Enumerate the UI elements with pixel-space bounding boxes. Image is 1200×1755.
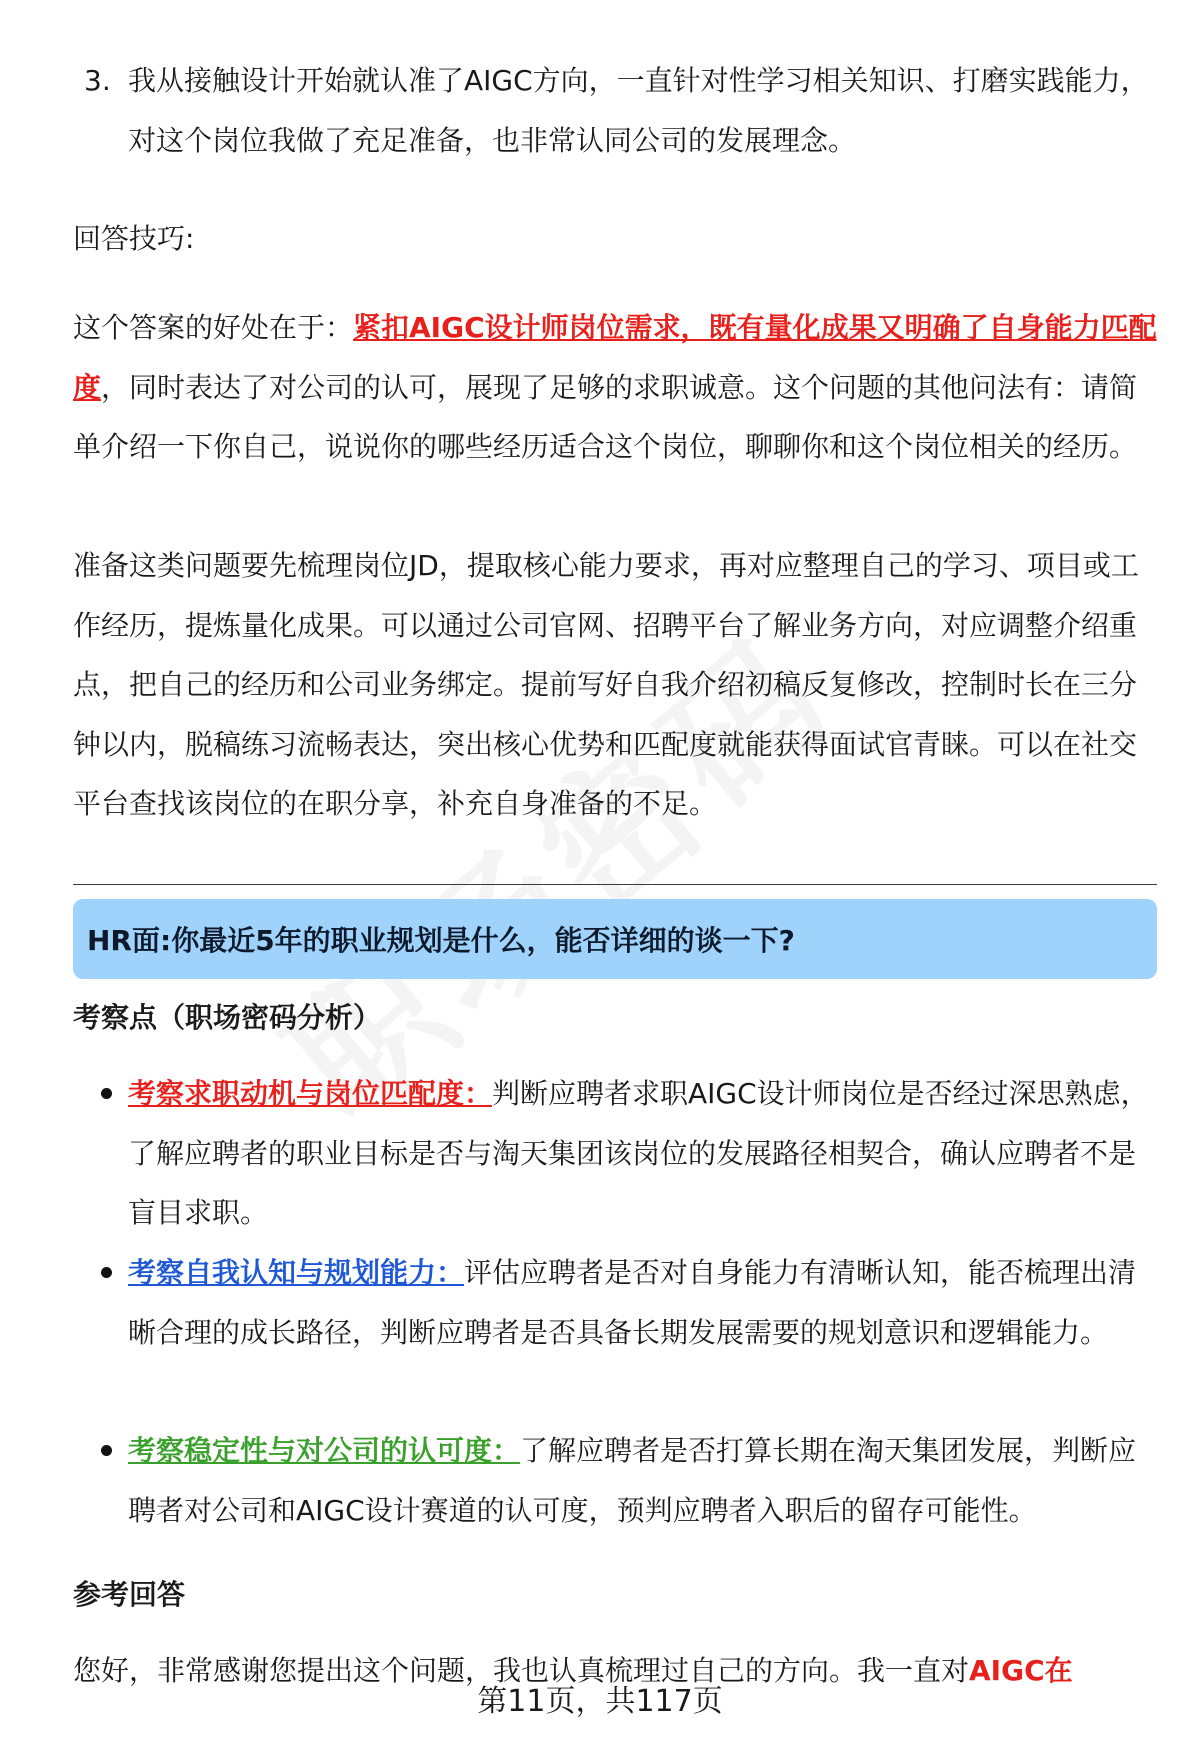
point-label: 考察稳定性与对公司的认可度： <box>128 1434 521 1467</box>
point-label: 考察求职动机与岗位匹配度： <box>128 1077 493 1110</box>
tips-suffix: ，同时表达了对公司的认可，展现了足够的求职诚意。这个问题的其他问法有：请简单介绍一下你自己，说说你的哪些经历适合这个岗位，聊聊你和这个岗位相关的经历。 <box>73 370 1138 463</box>
point-text: 了解应聘者是否打算长期在淘天集团发展，判断应聘者对公司和AIGC设计赛道的认可度，预判应聘者入职后的留存可能性。 <box>128 1434 1137 1527</box>
point-label: 考察自我认知与规划能力： <box>128 1256 465 1289</box>
section-divider <box>73 884 1157 885</box>
tips-highlight: 紧扣AIGC设计师岗位需求，既有量化成果又明确了自身能力匹配度 <box>73 311 1157 404</box>
bullet-dot <box>101 1267 112 1278</box>
point-text: 判断应聘者求职AIGC设计师岗位是否经过深思熟虑，了解应聘者的职业目标是否与淘天集团该岗位的发展路径相契合，确认应聘者不是盲目求职。 <box>128 1077 1149 1229</box>
prep-paragraph: 准备这类问题要先梳理岗位JD，提取核心能力要求，再对应整理自己的学习、项目或工作经历，提炼量化成果。可以通过公司官网、招聘平台了解业务方向，对应调整介绍重点，把自己的经历和公司业务绑定。提前写好自我介绍初稿反复修改，控制时长在三分钟以内，脱稿练习流畅表达，突出核心优势和匹配度就能获得面试官青睐。可以在社交平台查找该岗位的在职分享，补充自身准备的不足。 <box>73 549 1139 820</box>
answer-prefix: 您好，非常感谢您提出这个问题，我也认真梳理过自己的方向。我一直对 <box>73 1654 970 1687</box>
point-body <box>128 1243 1159 1362</box>
point-body <box>128 1421 1159 1540</box>
point-body <box>128 1064 1159 1243</box>
point-text: 评估应聘者是否对自身能力有清晰认知，能否梳理出清晰合理的成长路径，判断应聘者是否具备长期发展需要的规划意识和逻辑能力。 <box>128 1256 1137 1349</box>
tips-prefix: 这个答案的好处在于： <box>73 311 354 344</box>
point-item <box>101 1064 1159 1243</box>
question-banner <box>73 899 1157 979</box>
answer-highlight: AIGC在 <box>969 1654 1073 1687</box>
item-number: 3. <box>84 64 111 97</box>
page-footer: 第11页，共117页 <box>477 1684 723 1719</box>
tips-label: 回答技巧: <box>73 222 195 255</box>
bullet-dot <box>101 1445 112 1456</box>
points-heading: 考察点（职场密码分析） <box>73 1001 382 1034</box>
numbered-item-3 <box>84 51 1159 170</box>
bullet-dot <box>101 1088 112 1099</box>
question-title: HR面:你最近5年的职业规划是什么，能否详细的谈一下? <box>87 924 795 957</box>
item-text: 我从接触设计开始就认准了AIGC方向，一直针对性学习相关知识、打磨实践能力，对这个岗位我做了充足准备，也非常认同公司的发展理念。 <box>128 64 1149 157</box>
point-item <box>101 1421 1159 1540</box>
answer-heading: 参考回答 <box>73 1578 186 1611</box>
tips-paragraph <box>73 298 1158 477</box>
point-item <box>101 1243 1159 1362</box>
